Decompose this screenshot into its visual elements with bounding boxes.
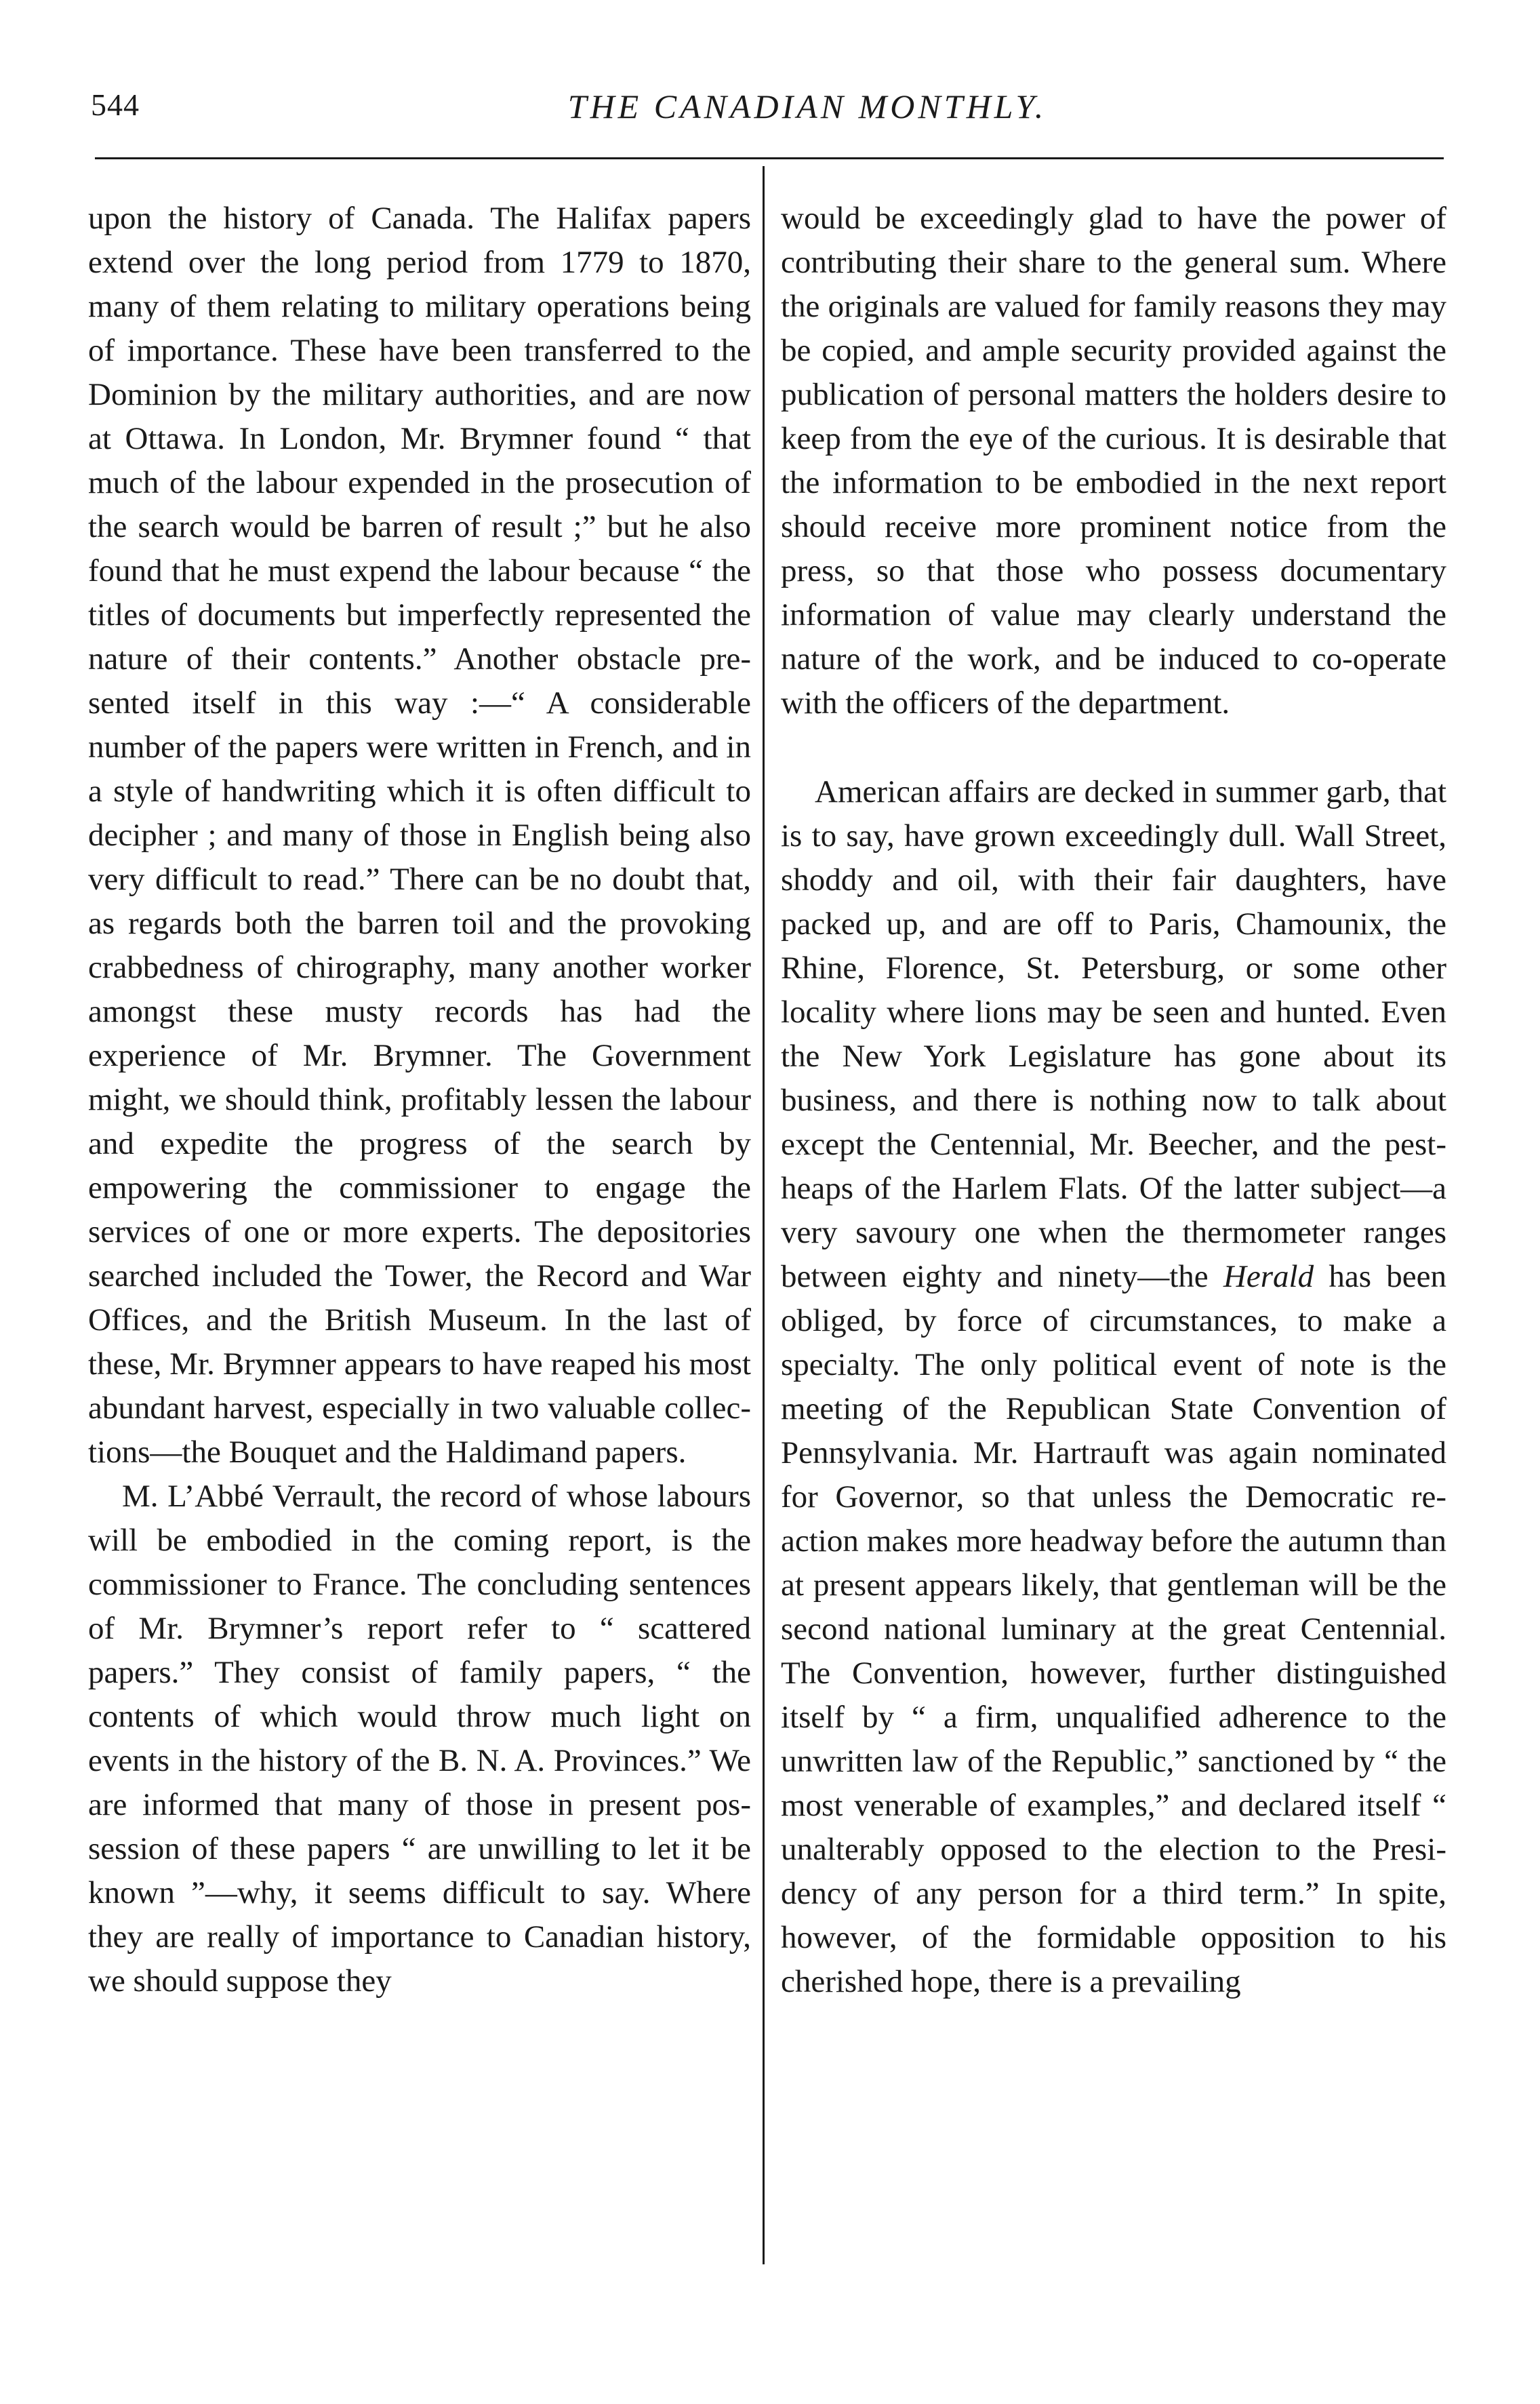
paragraph-2-text-after: has been obliged, by force of circumstances, to make a specialty. The only political event of note is the meeting of the Republican State Convention of Pennsylvania. Mr. Hartrauft was again nominated for Governor, so that unless the Democratic re-action makes more headway before the autumn than at present appears likely, that gentleman will be the second national luminary at the great Centennial. The Convention, however, further distinguished itself by “ a firm, unqualified adherence to the unwritten law of the Republic,” sanctioned by “ the most venerable of examples,” and declared itself “ unalterably opposed to the election to the Presidency of any person for a third term.” In spite, however, of the formidable opposition to his cherished hope, there is a prevailing (781, 1259, 1447, 1999)
right-column (781, 197, 1446, 2004)
left-column (88, 197, 751, 2003)
page-number: 544 (91, 87, 140, 122)
column-divider (763, 166, 765, 2264)
right-paragraph-1: would be exceedingly glad to have the power of contributing their share to the general sum. Where the originals are valued for family reasons they may be copied, and ample security provided against the publication of personal matters the holders desire to keep from the eye of the curious. It is desirable that the information to be embodied in the next report should receive more prominent notice from the press, so that those who possess documentary information of value may clearly understand the nature of the work, and be induced to co-operate with the officers of the department. (781, 201, 1446, 721)
header-rule (95, 157, 1444, 159)
herald-title: Herald (1223, 1259, 1314, 1294)
running-head: THE CANADIAN MONTHLY. (567, 87, 1047, 125)
left-paragraph-1: upon the history of Canada. The Halifax papers extend over the long period from 1779 to 1870, many of them relating to military operations being of importance. These have been transferred to the Dominion by the military authorities, and are now at Ottawa. In London, Mr. Brymner found “ that much of the labour expended in the prosecution of the search would be barren of result ;” but he also found that he must expend the labour because “ the titles of documents but imperfectly represented the nature of their contents.” Another obstacle presented itself in this way :—“ A considerable number of the papers were written in French, and in a style of handwriting which it is often difficult to decipher ; and many of those in English being also very difficult to read.” There can be no doubt that, as regards both the barren toil and the provoking crabbedness of chirography, many another worker amongst these musty records has had the experience of Mr. Brymner. The Government might, we should think, profitably lessen the labour and expedite the progress of the search by empowering the commissioner to engage the services of one or more experts. The depositories searched included the Tower, the Record and War Offices, and the British Museum. In the last of these, Mr. Brymner appears to have reaped his most abundant harvest, especially in two valuable collections—the Bouquet and the Haldimand papers. (88, 201, 751, 1470)
left-paragraph-2: M. L’Abbé Verrault, the record of whose labours will be embodied in the coming report, is the commissioner to France. The concluding sentences of Mr. Brymner’s report refer to “ scattered papers.” They consist of family papers, “ the contents of which would throw much light on events in the history of the B. N. A. Provinces.” We are informed that many of those in present possession of these papers “ are unwilling to let it be known ”—why, it seems difficult to say. Where they are really of importance to Canadian history, we should suppose they (88, 1479, 751, 1999)
right-paragraph-2 (781, 770, 1446, 2004)
paragraph-2-text-before: American affairs are decked in summer garb, that is to say, have grown exceedingly dull. Wall Street, shoddy and oil, with their fair daughters, have packed up, and are off to Paris, Chamounix, the Rhine, Florence, St. Petersburg, or some other locality where lions may be seen and hunted. Even the New York Legislature has gone about its business, and there is nothing now to talk about except the Centennial, Mr. Beecher, and the pest-heaps of the Harlem Flats. Of the latter subject—a very savoury one when the thermometer ranges between eighty and ninety—the (781, 774, 1446, 1294)
